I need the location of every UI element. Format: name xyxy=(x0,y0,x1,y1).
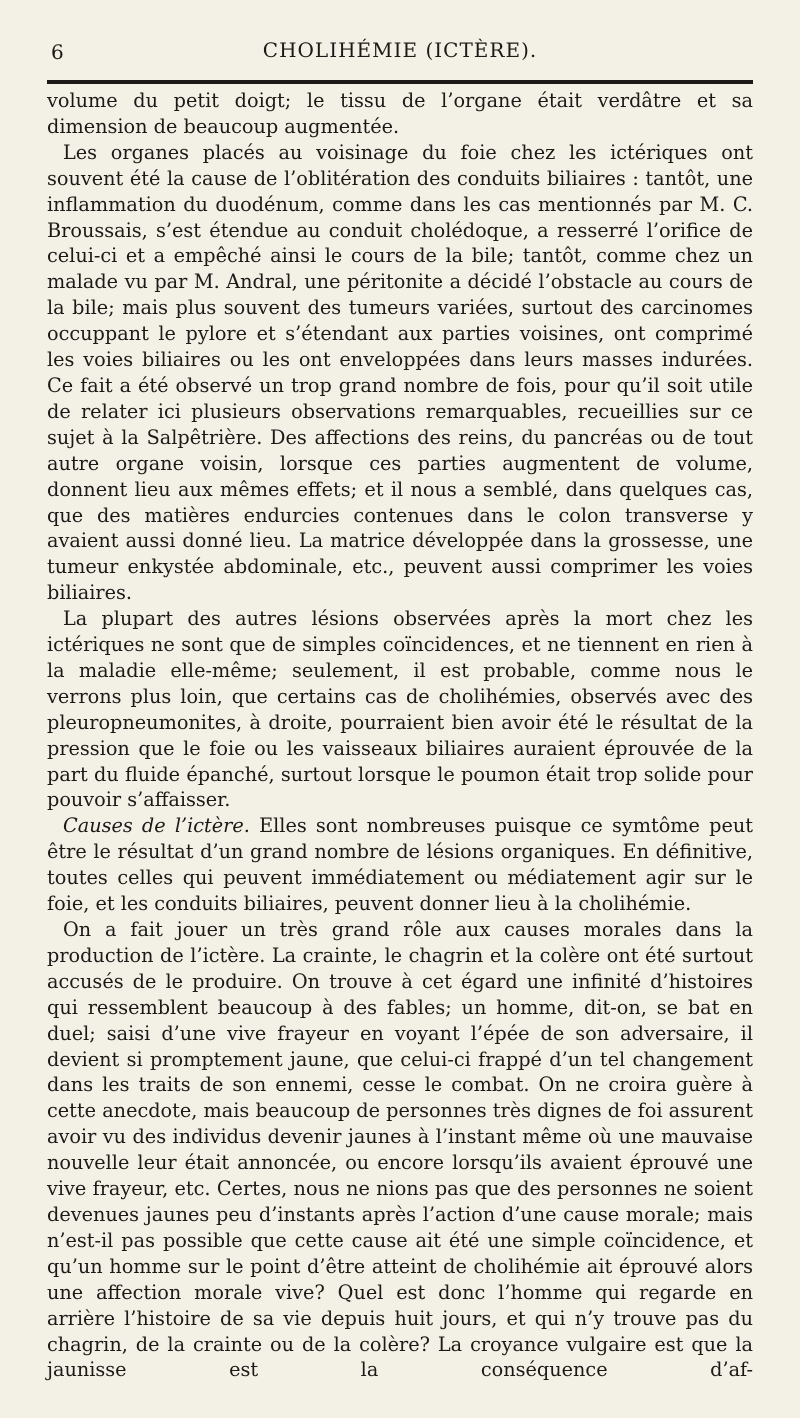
page-number: 6 xyxy=(51,40,64,64)
running-header xyxy=(47,38,753,78)
section-heading-causes: Causes de l’ictère. xyxy=(63,814,250,838)
causes-text: Elles sont nombreuses puisque ce symtôme peut être le résultat d’un grand nombre de lésions organiques. En définitive, toutes celles qui peuvent immédiatement ou médiatement agir sur le foie, et les conduits biliaires, peuvent donner lieu à la cholihémie. xyxy=(47,814,753,916)
paragraph-moral-causes: On a fait jouer un très grand rôle aux causes morales dans la production de l’ictère. La crainte, le chagrin et la colère ont été surtout accusés de le produire. On trouve à cet égard une infinité d’histoires qui ressemblent beaucoup à des fables; un homme, dit-on, se bat en duel; saisi d’une vive frayeur en voyant l’épée de son adversaire, il devient si promptement jaune, que celui-ci frappé d’un tel changement dans les traits de son ennemi, cesse le combat. On ne croira guère à cette anecdote, mais beaucoup de personnes très dignes de foi assurent avoir vu des individus devenir jaunes à l’instant même où une mauvaise nouvelle leur était annoncée, ou encore lorsqu’ils avaient éprouvé une vive frayeur, etc. Certes, nous ne nions pas que des personnes ne soient devenues jaunes peu d’instants après l’action d’une cause morale; mais n’est-il pas possible que cette cause ait été une simple coïncidence, et qu’un homme sur le point d’être atteint de cholihémie ait éprouvé alors une affection morale vive? Quel est donc l’homme qui regarde en arrière l’histoire de sa vie depuis huit jours, et qui n’y trouve pas du chagrin, de la crainte ou de la colère? La croyance vulgaire est que la jaunisse est la conséquence d’af- xyxy=(47,918,753,1382)
paragraph-causes xyxy=(47,813,753,917)
paragraph-organs: Les organes placés au voisinage du foie chez les ictériques ont souvent été la cause de l’oblitération des conduits biliaires : tantôt, une inflammation du duodénum, comme dans les cas mentionnés par M. C. Broussais, s’est étendue au conduit cholédoque, a resserré l’orifice de celui-ci et a empêché ainsi le cours de la bile; tantôt, comme chez un malade vu par M. Andral, une péritonite a décidé l’obstacle au cours de la bile; mais plus souvent des tumeurs variées, surtout des carcinomes occuppant le pylore et s’étendant aux parties voisines, ont comprimé les voies biliaires ou les ont enveloppées dans leurs masses indurées. Ce fait a été observé un trop grand nombre de fois, pour qu’il soit utile de relater ici plusieurs observations remarquables, recueillies sur ce sujet à la Salpêtrière. Des affections des reins, du pancréas ou de tout autre organe voisin, lorsque ces parties augmentent de volume, donnent lieu aux mêmes effets; et il nous a semblé, dans quelques cas, que des matières endurcies contenues dans le colon transverse y avaient aussi donné lieu. La matrice développée dans la grossesse, une tumeur enkystée abdominale, etc., peuvent aussi comprimer les voies biliaires. xyxy=(47,140,753,605)
running-title: CHOLIHÉMIE (ICTÈRE). xyxy=(262,38,538,62)
paragraph-continuation: volume du petit doigt; le tissu de l’organe était verdâtre et sa dimension de beaucoup augmentée. xyxy=(47,89,753,138)
header-rule xyxy=(47,80,753,84)
body-text xyxy=(47,88,753,1383)
paragraph-lesions: La plupart des autres lésions observées après la mort chez les ictériques ne sont que de simples coïncidences, et ne tiennent en rien à la maladie elle-même; seulement, il est probable, comme nous le verrons plus loin, que certains cas de cholihémies, observés avec des pleuropneumonites, à droite, pourraient bien avoir été le résultat de la pression que le foie ou les vaisseaux biliaires auraient éprouvée de la part du fluide épanché, surtout lorsque le poumon était trop solide pour pouvoir s’affaisser. xyxy=(47,607,753,812)
